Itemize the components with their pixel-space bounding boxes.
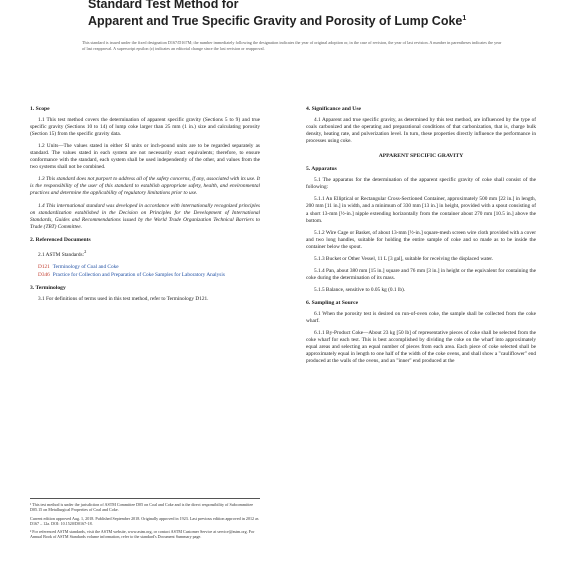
paragraph-5-1-1: 5.1.1 An Elliptical or Rectangular Cross-Sectioned Container, approximately 500 mm [22 in.] in length, 200 mm [11 in.] in width, and a minimum of 330 mm [13 in.] in height, provided with a spout consisting of a short 13-mm [½-in.] nipple extending horizontally from the container about 270 mm [10.5 in.] above the bottom. xyxy=(306,196,536,224)
paragraph-1-4-text: 1.4 This international standard was developed in accordance with internationally recognized principles on standardization established in the Decision on Principles for the Development of International Standards, Guides and Recommendations issued by the World Trade Organization Technical Barriers to Trade (TBT) Committee. xyxy=(30,202,260,230)
paragraph-1-1: 1.1 This test method covers the determination of apparent specific gravity (Sections 5 to 9) and true specific gravity (Sections 10 to 14) of lump coke larger than 25 mm (1 in.) size and calculating porosity (Section 15) from the specific gravity data. xyxy=(30,117,260,138)
footnote-1-edition: Current edition approved Aug. 1, 2018. Published September 2018. Originally approved in 1923. Last previous edition approved in 2012 as D167 – 12a. DOI: 10.1520/D0167-18. xyxy=(30,515,259,526)
footnote-mark-2: 2 xyxy=(84,248,87,254)
section-heading-significance: 4. Significance and Use xyxy=(306,106,362,112)
paragraph-6-1: 6.1 When the porosity test is desired on run-of-oven coke, the sample shall be collected from the coke wharf. xyxy=(306,310,536,325)
section-heading-referenced-documents: 2. Referenced Documents xyxy=(30,236,91,243)
paragraph-1-3-text: 1.3 This standard does not purport to address all of the safety concerns, if any, associated with its use. It is the responsibility of the user of this standard to establish appropriate safety, health, and environmental practices and determine the applicability of regulatory limitations prior to use. xyxy=(30,176,260,197)
paragraph-1-3 xyxy=(30,176,260,197)
title-text: Apparent and True Specific Gravity and Porosity of Lump Coke xyxy=(88,14,463,29)
section-heading-terminology: 3. Terminology xyxy=(30,284,66,291)
reference-code[interactable]: D121 xyxy=(38,263,50,270)
paragraph-2-1 xyxy=(30,248,260,259)
paragraph-5-1-4: 5.1.4 Pan, about 380 mm [15 in.] square and 76 mm [3 in.] in height or the equivalent for containing the coke during the determination of its mass. xyxy=(306,267,536,281)
title-line-1: Standard Test Method for xyxy=(88,0,239,11)
section-heading-sampling: 6. Sampling at Source xyxy=(306,299,359,306)
paragraph-5-1: 5.1 The apparatus for the determination of the apparent specific gravity of coke shall consist of the following: xyxy=(306,177,536,191)
section-heading-apparatus: 5. Apparatus xyxy=(306,166,337,173)
footnotes xyxy=(30,498,260,543)
paragraph-5-1-5: 5.1.5 Balance, sensitive to 0.05 kg (0.1 lb). xyxy=(314,286,406,293)
reference-item[interactable] xyxy=(38,264,260,271)
footnote-2: ² For referenced ASTM standards, visit the ASTM website, www.astm.org, or contact ASTM Customer Service at service@astm.org. For Annual Book of ASTM Standards volume information, refer to the standard's Document Summary page. xyxy=(30,529,255,540)
right-column xyxy=(306,100,536,370)
title-line-2 xyxy=(88,11,528,29)
paragraph-3-1: 3.1 For definitions of terms used in this test method, refer to Terminology D121. xyxy=(38,295,209,302)
title-footnote-mark: 1 xyxy=(462,15,467,22)
reference-code[interactable]: D346 xyxy=(38,271,50,278)
paragraph-5-1-3: 5.1.3 Bucket or Other Vessel, 11 L [3 gal], suitable for receiving the displaced water. xyxy=(314,255,494,262)
left-column xyxy=(30,100,260,308)
section-title-apparent-specific-gravity: APPARENT SPECIFIC GRAVITY xyxy=(378,153,464,160)
reference-title[interactable]: Terminology of Coal and Coke xyxy=(52,263,119,270)
paragraph-5-1-2: 5.1.2 Wire Cage or Basket, of about 13-mm [½-in.] square-mesh screen wire cloth provided with a cover and two long handles, suitable for holding the entire sample of coke and so made as to be inside the container below the spout. xyxy=(306,229,536,250)
paragraph-2-1-text: 2.1 ASTM Standards: xyxy=(38,251,85,258)
paragraph-1-2: 1.2 Units—The values stated in either SI units or inch-pound units are to be regarded separately as standard. The values stated in each system are not necessarily exact equivalents; therefore, to ensure conformance with the standard, each system shall be used independently of the other, and values from the two systems shall not be combined. xyxy=(30,143,260,171)
section-heading-scope: 1. Scope xyxy=(30,106,50,112)
reference-title[interactable]: Practice for Collection and Preparation of Coke Samples for Laboratory Analysis xyxy=(52,271,225,278)
paragraph-4-1: 4.1 Apparent and true specific gravity, as determined by this test method, are influenced by the type of coals carbonized and the operating and preparational conditions of that carbonization, that is, charge bulk density, heating rate, and pulverization level. In turn, these properties directly influence the performance in processes using coke. xyxy=(306,117,536,145)
title-block xyxy=(88,0,528,29)
reference-item[interactable] xyxy=(38,272,260,279)
paragraph-6-1-1: 6.1.1 By-Product Coke—About 23 kg [50 lb] of representative pieces of coke shall be selected from the coke wharf for each test. This is best accomplished by dividing the coke on the wharf into approximately equal areas and selecting an equal number of pieces from each area. Each piece of coke selected shall be approximately equal in length to one half of the width of the coke ovens, and shall show a "cauliflower" end produced at the walls of the ovens, and an "inner" end produced at the xyxy=(306,330,536,365)
paragraph-1-4 xyxy=(30,203,260,231)
issued-note: This standard is issued under the fixed designation D167/D167M; the number immediately following the designation indicates the year of original adoption or, in the case of revision, the year of last revision. A number in parentheses indicates the year of last reapproval. A superscript epsilon (ε) indicates an editorial change since the last revision or reapproval. xyxy=(82,40,502,51)
footnote-1: ¹ This test method is under the jurisdiction of ASTM Committee D05 on Coal and Coke and is the direct responsibility of Subcommittee D05.15 on Metallurgical Properties of Coal and Coke. xyxy=(30,502,254,513)
